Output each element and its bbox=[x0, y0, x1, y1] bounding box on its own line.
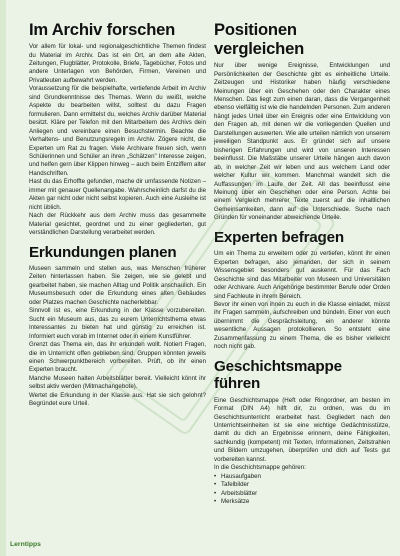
paragraph: Nur über wenige Ereignisse, Entwicklungen und Persönlichkeiten der Geschichte gibt es einheitliche Urteile. Zeitzeugen und Historiker haben häufig verschiedene Meinungen über ein Geschehen oder den Charakter eines Menschen. Das liegt zum einen daran, dass die Vergangenheit ebenso vielfältig ist wie die handelnden Personen. Zum anderen hängt jedes Urteil über ein Ereignis oder eine Entwicklung von den Fragen ab, mit denen wir die vorliegenden Quellen und Darstellungen auswerten. Wie alle urteilen nämlich von unserem jeweiligen Standpunkt aus. Er gründet sich auf unsere bisherigen Erfahrungen und wird von unseren Interessen beeinflusst. Die Maßstäbe unserer Urteile hängen auch davon ab, in welcher Zeit wir leben und aus welchem Land oder welcher Kultur wir kommen. Manchmal wandelt sich die Auffassungen im Laufe der Zeit. All das beeinflusst eine Meinung über ein Geschehen oder eine Person. Achte bei einem Vergleich mehrerer Texte zuerst auf die inhaltlichen Gemeinsamkeiten, dann auf die Unterschiede. Suche nach Gründen für voneinander abweichende Urteile. bbox=[214, 62, 390, 222]
paragraph: Nach der Rückkehr aus dem Archiv muss das gesammelte Material gesichtet, geordnet und zu einer gegliederten, gut verständlichen Darstellung verarbeitet werden. bbox=[29, 212, 206, 237]
left-column bbox=[29, 20, 206, 409]
paragraph: Manche Museen halten Arbeitsblätter bereit. Vielleicht könnt ihr selbst aktiv werden (Mitmachangebote). bbox=[29, 374, 206, 391]
section-title-archiv: Im Archiv forschen bbox=[29, 20, 176, 39]
paragraph: In die Geschichtsmappe gehören: bbox=[214, 464, 306, 472]
section-title-experten: Experten befragen bbox=[214, 228, 344, 246]
list-item: • Tafelbilder bbox=[214, 481, 390, 489]
paragraph: Sinnvoll ist es, eine Erkundung in der Klasse vorzubereiten. Sucht ein Museum aus, das zu eurem Unterrichtsthema etwas Interessantes zu bieten hat und günstig zu erreichen ist. Informiert euch vorab im Internet oder in einem Kunstführer. bbox=[29, 307, 206, 340]
section-title-geschichtsmappe: Geschichtsmappe führen bbox=[214, 357, 342, 393]
paragraph: Um ein Thema zu erweitern oder zu vertiefen, könnt ihr einen Experten befragen, also jemanden, der sich in seinem Wissensgebiet besonders gut auskennt. Für das Fach Geschichte sind das Mitarbeiter von Museen und Universitäten oder Archivare. Auch Angehörige bestimmter Berufe oder Orden sind Fachleute in ihrem Bereich. bbox=[214, 250, 390, 300]
list-item: • Hausaufgaben bbox=[214, 473, 390, 481]
bullet-list bbox=[214, 473, 390, 507]
paragraph: Bevor ihr einen von ihnen zu euch in die Klasse einladet, müsst ihr Fragen sammeln, aufschreiben und bündeln. Einer von euch übernimmt die Gesprächsleitung, ein anderer könnte wesentliche Aussagen protokollieren. So entsteht eine Zusammenfassung zu einem Thema, die es bisher vielleicht noch nicht gab. bbox=[214, 300, 390, 351]
paragraph: Museen sammeln und stellen aus, was Menschen früherer Zeiten hinterlassen haben. Sie zeigen, wie sie gelebt und gearbeitet haben, sie machen Alltag und Politik anschaulich. Ein Museumsbesuch oder die Erkundung eines alten Gebäudes oder Platzes machen Geschichte nacherlebbar. bbox=[29, 264, 206, 306]
footer-label: Lerntipps bbox=[10, 541, 41, 548]
list-item: • Arbeitsblätter bbox=[214, 490, 390, 498]
list-item: • Merksätze bbox=[214, 498, 390, 506]
section-title-positionen: Positionen vergleichen bbox=[214, 20, 305, 59]
paragraph: Hast du das Erhoffte gefunden, mache dir umfassende Notizen – immer mit genauer Quellenangabe. Wahrscheinlich darfst du die Akten gar nicht oder nicht selbst kopieren. Auch eine Ausleihe ist nicht üblich. bbox=[29, 178, 206, 211]
paragraph: Grenzt das Thema ein, das ihr erkunden wollt. Notiert Fragen, die im Unterricht offen geblieben sind. Gruppen könnten jeweils einen Schwerpunktbereich vorbereiten. Prüft, ob ihr einen Experten braucht. bbox=[29, 341, 206, 374]
margin-strip bbox=[0, 0, 6, 556]
paragraph: Eine Geschichtsmappe (Heft oder Ringordner, am besten im Format (DIN A4) hilft dir, zu ordnen, was du im Geschichtsunterricht erarbeitet hast. Gegliedert nach den Unterrichtseinheiten ist sie eine wichtige Gedächtnisstütze, damit du dich an Ergebnisse erinnern, deine Fähigkeiten, sachkundig (kompetent) mit Texten, Informationen, Zeitstrahlen und Bildern umzugehen, überprüfen und dich auf Tests gut vorbereiten kannst. bbox=[214, 396, 390, 463]
section-title-erkundungen: Erkundungen planen bbox=[29, 243, 177, 261]
paragraph: Wertet die Erkundung in der Klasse aus. Hat sie sich gelohnt? Begründet eure Urteil. bbox=[29, 391, 206, 408]
paragraph: Vor allem für lokal- und regionalgeschichtliche Themen findest du Material im Archiv. Das ist ein Ort, an dem alte Akten, Zeitungen, Flugblätter, Protokolle, Briefe, Tagebücher, Fotos und andere Unterlagen von Behörden, Firmen, Vereinen und Privatleuten aufbewahrt werden. bbox=[29, 43, 206, 84]
paragraph: Voraussetzung für die beispielhafte, vertiefende Arbeit im Archiv sind Grundkenntnisse des Themas. Wenn du weißt, welche Aspekte du bearbeiten willst, solltest du dazu Fragen formulieren. Dann ermittelst du, welches Archiv darüber Material besitzt. Kläre per Telefon mit den Mitarbeitern des Archivs dein Anliegen und vereinbare einen Besuchstermin. Beachte die Verhaltens- und Benutzungsregeln im Archiv. Zögere nicht, die Experten um Rat zu fragen. Viele Archivare freuen sich, wenn Schülerinnen und Schüler an ihren „Schätzen" Interesse zeigen, und helfen gern über Klippen hinweg – auch beim Entziffern alter Handschriften. bbox=[29, 85, 206, 177]
right-column bbox=[214, 20, 390, 507]
